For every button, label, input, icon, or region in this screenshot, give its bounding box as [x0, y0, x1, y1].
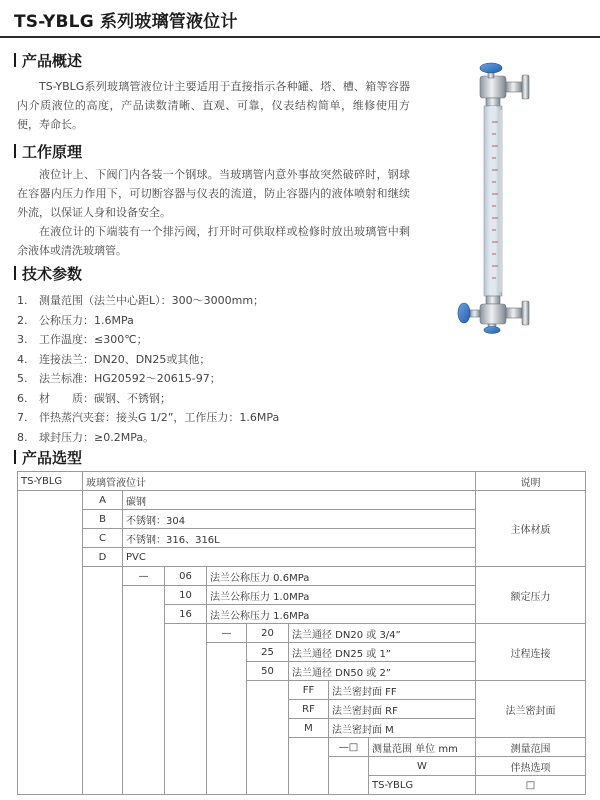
overview-heading-text: 产品概述 — [22, 52, 83, 70]
table-row: C 不锈钢：316、316L — [18, 529, 586, 548]
heading-bar — [14, 53, 16, 67]
model-header: TS-YBLG — [18, 472, 83, 491]
spec-item: 7. 伴热蒸汽夹套：接头G 1/2”，工作压力：1.6MPa — [17, 411, 280, 424]
principle-heading — [14, 141, 82, 162]
table-row: — 20 法兰通径 DN20 或 3/4” 过程连接 — [18, 624, 586, 643]
heat-note: 伴热选项 — [476, 757, 586, 776]
spec-item: 3. 工作温度：≤300℃； — [17, 333, 148, 346]
table-row: —□ 测量范围 单位 mm 测量范围 — [18, 738, 586, 757]
table-row: A 碳钢 主体材质 — [18, 491, 586, 510]
overview-text: TS-YBLG系列玻璃管液位计主要适用于直接指示各种罐、塔、槽、箱等容器内介质液位的高度，产品读数清晰、直观、可靠，仪表结构简单，维修使用方便，寿命长。 — [17, 80, 410, 131]
specs-heading — [14, 263, 82, 284]
principle-paragraph-2: 在液位计的下端装有一个排污阀，打开时可供取样或检修时放出玻璃管中剩余液体或清洗玻璃管。 — [17, 225, 410, 257]
table-row: D PVC — [18, 548, 586, 567]
table-row: W 伴热选项 — [18, 757, 586, 776]
table-row: FF 法兰密封面 FF 法兰密封面 — [18, 681, 586, 700]
heading-bar — [14, 144, 16, 158]
material-note: 主体材质 — [476, 491, 586, 567]
range-note: 测量范围 — [476, 738, 586, 757]
spec-item: 1. 测量范围（法兰中心距L）：300～3000mm； — [17, 294, 265, 307]
top-valve — [480, 63, 529, 106]
selection-heading — [14, 447, 82, 468]
table-row: 50 法兰通径 DN50 或 2” — [18, 662, 586, 681]
table-header-row — [18, 472, 586, 491]
overview-heading — [14, 50, 82, 71]
specs-heading-text: 技术参数 — [22, 265, 83, 283]
principle-heading-text: 工作原理 — [22, 143, 83, 161]
table-row: 16 法兰公称压力 1.6MPa — [18, 605, 586, 624]
glass-tube — [484, 106, 502, 296]
principle-paragraph-1: 液位计上、下阀门内各装一个钢球。当玻璃管内意外事故突然破碎时，钢球在容器内压力作用下，可切断容器与仪表的流道，防止容器内的液体喷射和继续外流，以保证人身和设备安全。 — [17, 168, 410, 219]
example-row: TS-YBLG □ — [18, 776, 586, 795]
heading-bar — [14, 450, 16, 464]
specs-list — [17, 291, 437, 447]
spec-item: 4. 连接法兰：DN20、DN25或其他； — [17, 352, 211, 366]
connection-note: 过程连接 — [476, 624, 586, 681]
table-row: B 不锈钢：304 — [18, 510, 586, 529]
spec-item: 6. 材 质：碳钢、不锈钢； — [17, 391, 171, 405]
spec-item: 8. 球封压力：≥0.2MPa。 — [17, 430, 155, 444]
pressure-note: 额定压力 — [476, 567, 586, 624]
selection-table — [17, 471, 586, 795]
table-row: 10 法兰公称压力 1.0MPa — [18, 586, 586, 605]
bottom-left-handwheel-icon — [458, 303, 470, 323]
table-row: — 06 法兰公称压力 0.6MPa 额定压力 — [18, 567, 586, 586]
model-desc-header: 玻璃管液位计 — [83, 472, 476, 491]
title-divider — [0, 36, 600, 38]
sealing-note: 法兰密封面 — [476, 681, 586, 738]
spec-item: 5. 法兰标准：HG20592～20615-97； — [17, 372, 221, 385]
bottom-valve — [458, 296, 529, 334]
table-row: M 法兰密封面 M — [18, 719, 586, 738]
top-handwheel-icon — [480, 63, 502, 73]
level-gauge-illustration — [450, 62, 560, 334]
page-title: TS-YBLG 系列玻璃管液位计 — [14, 12, 238, 32]
note-header: 说明 — [476, 472, 586, 491]
spec-item: 2. 公称压力：1.6MPa — [17, 313, 134, 327]
table-row: 25 法兰通径 DN25 或 1” — [18, 643, 586, 662]
heading-bar — [14, 266, 16, 280]
selection-heading-text: 产品选型 — [22, 449, 83, 467]
table-row: RF 法兰密封面 RF — [18, 700, 586, 719]
drain-handwheel-icon — [484, 327, 500, 334]
